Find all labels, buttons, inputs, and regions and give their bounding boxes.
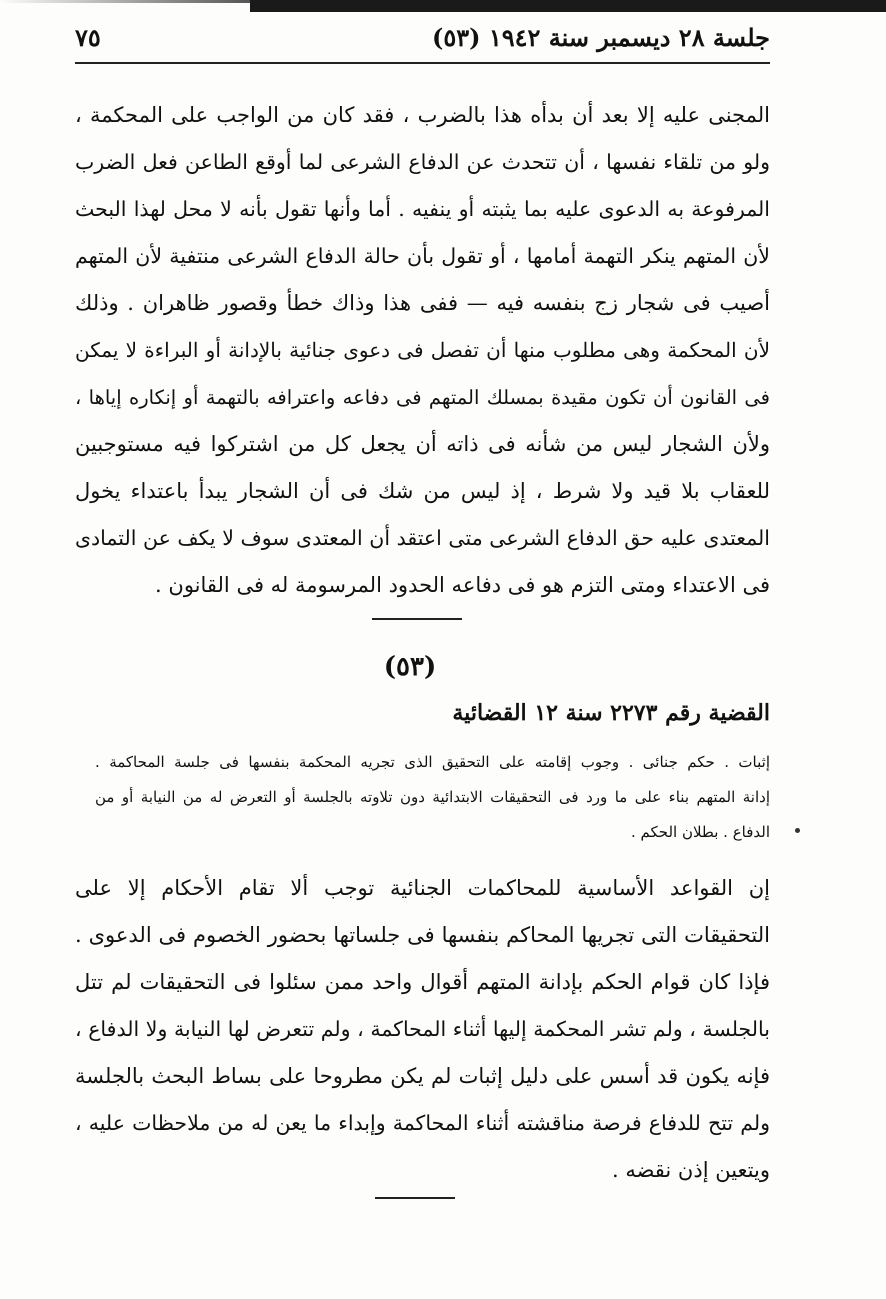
text-line: فإذا كان قوام الحكم بإدانة المتهم أقوال واحد ممن سئلوا فى التحقيقات لم تتل: [75, 970, 770, 994]
page-top-edge-shadow: [0, 0, 250, 3]
text-line: فى القانون أن تكون مقيدة بمسلك المتهم فى دفاعه واعترافه بالتهمة أو إنكاره إياها ،: [75, 386, 770, 409]
text-line: لأن المحكمة وهى مطلوب منها أن تفصل فى دعوى جنائية بالإدانة أو البراءة لا يمكن: [75, 338, 770, 362]
text-line: ولو من تلقاء نفسها ، أن تتحدث عن الدفاع الشرعى لما أوقع الطاعن فعل الضرب: [75, 150, 770, 174]
text-line: بالجلسة ، ولم تشر المحكمة إليها أثناء المحاكمة ، ولم تتعرض لها النيابة ولا الدفاع ،: [75, 1017, 770, 1041]
text-line: المرفوعة به الدعوى عليه بما يثبته أو ينفيه . أما وأنها تقول بأنه لا محل لهذا البحث: [75, 197, 770, 221]
text-line: التحقيقات التى تجريها المحاكم بنفسها فى جلساتها بحضور الخصوم فى الدعوى .: [75, 923, 770, 947]
header-title: جلسة ٢٨ ديسمبر سنة ١٩٤٢ (٥٣): [431, 22, 770, 52]
text-line: المجنى عليه إلا بعد أن بدأه هذا بالضرب ، فقد كان من الواجب على المحكمة ،: [75, 103, 770, 127]
section-divider: [372, 618, 462, 620]
section-divider: [375, 1197, 455, 1199]
legal-principle-paragraph: [75, 865, 770, 1194]
summary-line: إدانة المتهم بناء على ما ورد فى التحقيقات الابتدائية دون تلاوته بالجلسة أو التعرض له من النيابة أو من: [95, 788, 770, 806]
text-line: أصيب فى شجار زج بنفسه فيه — ففى هذا وذاك خطأ وقصور ظاهران . وذلك: [75, 291, 770, 315]
text-line: فإنه يكون قد أسس على دليل إثبات لم يكن مطروحا على بساط البحث بالجلسة: [75, 1064, 770, 1088]
running-header: [75, 14, 770, 60]
page-number: ٧٥: [75, 22, 101, 52]
text-line: للعقاب بلا قيد ولا شرط ، إذ ليس من شك فى أن الشجار يبدأ باعتداء يخول: [75, 479, 770, 503]
continuation-paragraph: [75, 92, 770, 609]
header-rule: [75, 62, 770, 64]
case-reference: القضية رقم ٢٢٧٣ سنة ١٢ القضائية: [452, 700, 770, 726]
text-line: ولم تتح للدفاع فرصة مناقشته أثناء المحاكمة وإبداء ما يعن له من ملاحظات عليه ،: [75, 1111, 770, 1135]
summary-line: إثبات . حكم جنائى . وجوب إقامته على التحقيق الذى تجريه المحكمة بنفسها فى جلسة المحاكمة .: [95, 753, 770, 771]
text-line: لأن المتهم ينكر التهمة أمامها ، أو تقول بأن حالة الدفاع الشرعى منتفية لأن المتهم: [75, 244, 770, 268]
summary-line: الدفاع . بطلان الحكم .: [630, 823, 770, 841]
page-top-edge: [250, 0, 886, 12]
text-line: إن القواعد الأساسية للمحاكمات الجنائية توجب ألا تقام الأحكام إلا على: [75, 876, 770, 900]
text-line: ولأن الشجار ليس من شأنه فى ذاته أن يجعل كل من اشتركوا فيه مستوجبين: [75, 432, 770, 456]
text-line: ويتعين إذن نقضه .: [611, 1158, 770, 1182]
ruling-summary: [95, 745, 770, 850]
margin-mark: [795, 828, 800, 833]
ruling-number: (٥٣): [383, 652, 437, 682]
text-line: المعتدى عليه حق الدفاع الشرعى متى اعتقد أن المعتدى سوف لا يكف عن التمادى: [75, 526, 770, 550]
text-line: فى الاعتداء ومتى التزم هو فى دفاعه الحدود المرسومة له فى القانون .: [155, 573, 770, 597]
